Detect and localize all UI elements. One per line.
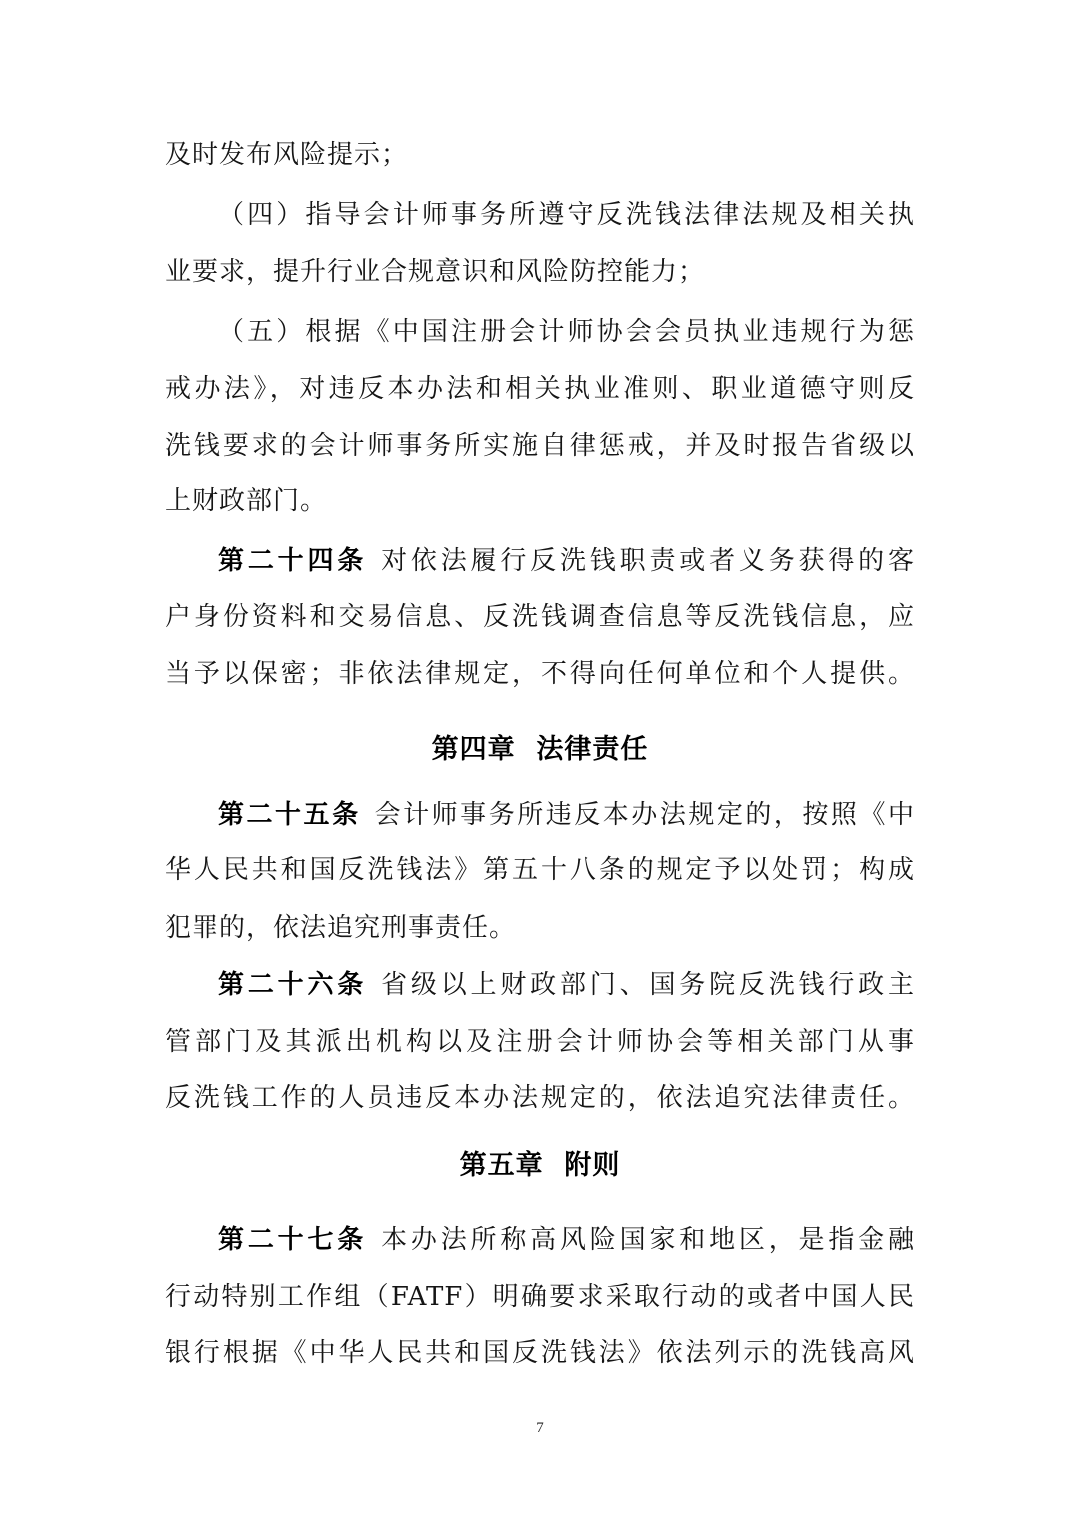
article-text: 对依法履行反洗钱职责或者义务获得的客 bbox=[381, 546, 915, 576]
article-27 bbox=[218, 1222, 915, 1258]
text-line: 反洗钱工作的人员违反本办法规定的，依法追究法律责任。 bbox=[165, 1083, 915, 1113]
paragraph-item-4: （四）指导会计师事务所遵守反洗钱法律法规及相关执 bbox=[218, 200, 915, 230]
article-25 bbox=[218, 797, 915, 833]
text-line: 管部门及其派出机构以及注册会计师协会等相关部门从事 bbox=[165, 1027, 915, 1057]
text-line: 戒办法》，对违反本办法和相关执业准则、职业道德守则反 bbox=[165, 374, 915, 404]
article-label: 第二十五条 bbox=[218, 800, 361, 830]
chapter-heading: 第五章 附则 bbox=[459, 1150, 621, 1181]
article-text: 会计师事务所违反本办法规定的，按照《中 bbox=[374, 800, 915, 830]
article-24 bbox=[218, 543, 915, 579]
text-line: 上财政部门。 bbox=[165, 486, 328, 516]
text-line: 银行根据《中华人民共和国反洗钱法》依法列示的洗钱高风 bbox=[165, 1338, 915, 1368]
text-line: 业要求，提升行业合规意识和风险防控能力； bbox=[165, 257, 706, 287]
text-line: 当予以保密；非依法律规定，不得向任何单位和个人提供。 bbox=[165, 659, 915, 689]
article-label: 第二十七条 bbox=[218, 1225, 368, 1255]
text-line: 犯罪的，依法追究刑事责任。 bbox=[165, 913, 517, 943]
text-line: 行动特别工作组（FATF）明确要求采取行动的或者中国人民 bbox=[165, 1282, 915, 1312]
paragraph-item-5: （五）根据《中国注册会计师协会会员执业违规行为惩 bbox=[218, 317, 915, 347]
chapter-heading: 第四章 法律责任 bbox=[431, 734, 649, 765]
text-line: 及时发布风险提示； bbox=[165, 140, 409, 170]
article-label: 第二十四条 bbox=[218, 546, 368, 576]
article-26 bbox=[218, 967, 915, 1003]
text-line: 洗钱要求的会计师事务所实施自律惩戒，并及时报告省级以 bbox=[165, 431, 915, 461]
text-line: 户身份资料和交易信息、反洗钱调查信息等反洗钱信息，应 bbox=[165, 602, 915, 632]
article-label: 第二十六条 bbox=[218, 970, 368, 1000]
article-text: 省级以上财政部门、国务院反洗钱行政主 bbox=[381, 970, 915, 1000]
page-number: 7 bbox=[536, 1420, 544, 1436]
text-line: 华人民共和国反洗钱法》第五十八条的规定予以处罚；构成 bbox=[165, 855, 915, 885]
article-text: 本办法所称高风险国家和地区，是指金融 bbox=[381, 1225, 915, 1255]
